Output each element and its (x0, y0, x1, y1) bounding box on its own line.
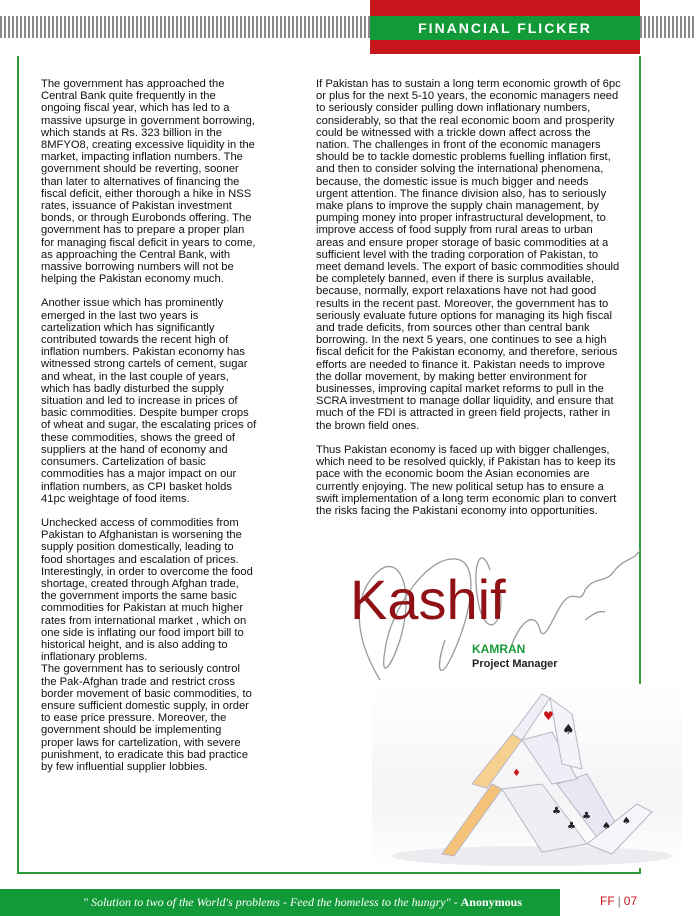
paragraph: Another issue which has prominently emerged in the last two years is cartelization which has significantly contributed towards the recent high of inflation numbers. Pakistan economy has witnessed strong cartels of cement, sugar and wheat, in the last couple of years, which has badly disturbed the supply situation and led to increase in prices of basic commodities. Despite bumper crops of wheat and sugar, the escalating prices of these commodities, shows the greed of suppliers at the hand of economy and consumers. Cartelization of basic commodities has a major impact on our inflation numbers, as CPI basket holds 41pc weightage of food items. (41, 297, 257, 505)
footer-dash: - (453, 895, 458, 909)
paragraph: The government has approached the Central Bank quite frequently in the ongoing fiscal year, which has led to a massive upsurge in government borrowing, which stands at Rs. 323 billion in the 8MFYO8, creating excessive liquidity in the market, impacting inflation numbers. The government should be reverting, sooner than later to alternatives of financing the fiscal deficit, either thorough a hike in NSS rates, issuance of Pakistan investment bonds, or through Eurobonds offering. The government has to prepare a proper plan for managing fiscal deficit in years to come, as approaching the Central Bank, with massive borrowing numbers will not be helping the Pakistan economy much. (41, 78, 256, 286)
paragraph: Unchecked access of commodities from Pakistan to Afghanistan is worsening the supply position domestically, leading to food shortages and escalation of prices. Interestingly, in order to overcome the food shortage, created through Afghan trade, the government imports the same basic commodities for Pakistan at much higher rates from international market , which on one side is inflating our food import bill to historical height, and is also adding to inflationary problems. The government has to seriously control the Pak-Afghan trade and restrict cross border movement of basic commodities, to ensure sufficient domestic supply, in order to ease price pressure. Moreover, the government should be implementing proper laws for cartelization, with severe punishment, to eradicate this bad practice by few influential supplier lobbies. (41, 516, 253, 773)
header-red-band-bottom (370, 40, 640, 54)
page-number-value: 07 (623, 894, 638, 908)
header-stripe-left (0, 16, 372, 38)
section-header (370, 0, 640, 54)
article-column-right (316, 78, 646, 529)
article-column-left (41, 78, 277, 785)
section-title: FINANCIAL FLICKER (370, 16, 640, 40)
svg-text:♠: ♠ (602, 821, 611, 832)
svg-text:♠: ♠ (562, 722, 575, 738)
svg-text:♣: ♣ (567, 821, 576, 832)
footer-quote-bar (0, 889, 560, 916)
svg-text:♠: ♠ (622, 816, 631, 827)
page-number (600, 894, 637, 908)
page-separator: | (617, 894, 621, 908)
paragraph: Thus Pakistan economy is faced up with bigger challenges, which need to be resolved quickly, if Pakistan has to keep its pace with the economic boom the Asian economies are currently enjoying. The new political setup has to ensure a swift implementation of a long term economic plan to convert the risks facing the Pakistani economy into opportunities. (316, 443, 617, 517)
svg-text:♦: ♦ (512, 768, 521, 779)
paragraph: If Pakistan has to sustain a long term economic growth of 6pc or plus for the next 5-10 years, the economic managers need to seriously consider pulling down inflationary numbers, considerably, so that the real economic boom and prosperity could be witnessed with a trickle down affect across the nation. The challenges in front of the economic managers should be to tackle domestic problems fuelling inflation first, and then to consider solving the international phenomena, because, the domestic issue is much bigger and needs urgent attention. The finance division also, has to seriously make plans to improve the supply chain management, by pumping money into proper infrastructural development, to improve access of food supply from rural areas to urban areas and ensure proper storage of basic commodities at a sufficient level with the trading corporation of Pakistan, to meet demand levels. The export of basic commodities should be completely banned, even if there is surplus available, because, normally, export relaxations have not had good results in the recent past. Moreover, the government has to seriously evaluate future options for managing its high fiscal and trade deficits, from sources other than central bank borrowing. In the next 5 years, one continues to see a high fiscal deficit for the Pakistan economy, and therefore, serious efforts are needed to finance it. Pakistan needs to improve the dollar movement, by making better environment for businesses, improving capital market reforms to pull in the SCRA investment to manage dollar liquidity, and ensure that much of the FDI is attracted in green field projects, rather in the brown field ones. (316, 78, 621, 432)
house-of-cards-illustration (372, 684, 682, 868)
footer-attribution: Anonymous (460, 895, 522, 909)
author-last-name: KAMRAN (472, 642, 526, 656)
header-stripe-right (640, 16, 696, 38)
footer-quote: " Solution to two of the World's problems - Feed the homeless to the hungry" (82, 895, 451, 909)
svg-text:♥: ♥ (543, 709, 554, 723)
house-of-cards-icon (372, 684, 682, 868)
svg-text:♣: ♣ (582, 811, 591, 822)
author-first-name: Kashif (350, 568, 506, 631)
svg-text:♣: ♣ (552, 806, 561, 817)
header-red-band-top (370, 0, 640, 16)
author-role: Project Manager (472, 658, 558, 670)
page-prefix: FF (600, 894, 615, 908)
